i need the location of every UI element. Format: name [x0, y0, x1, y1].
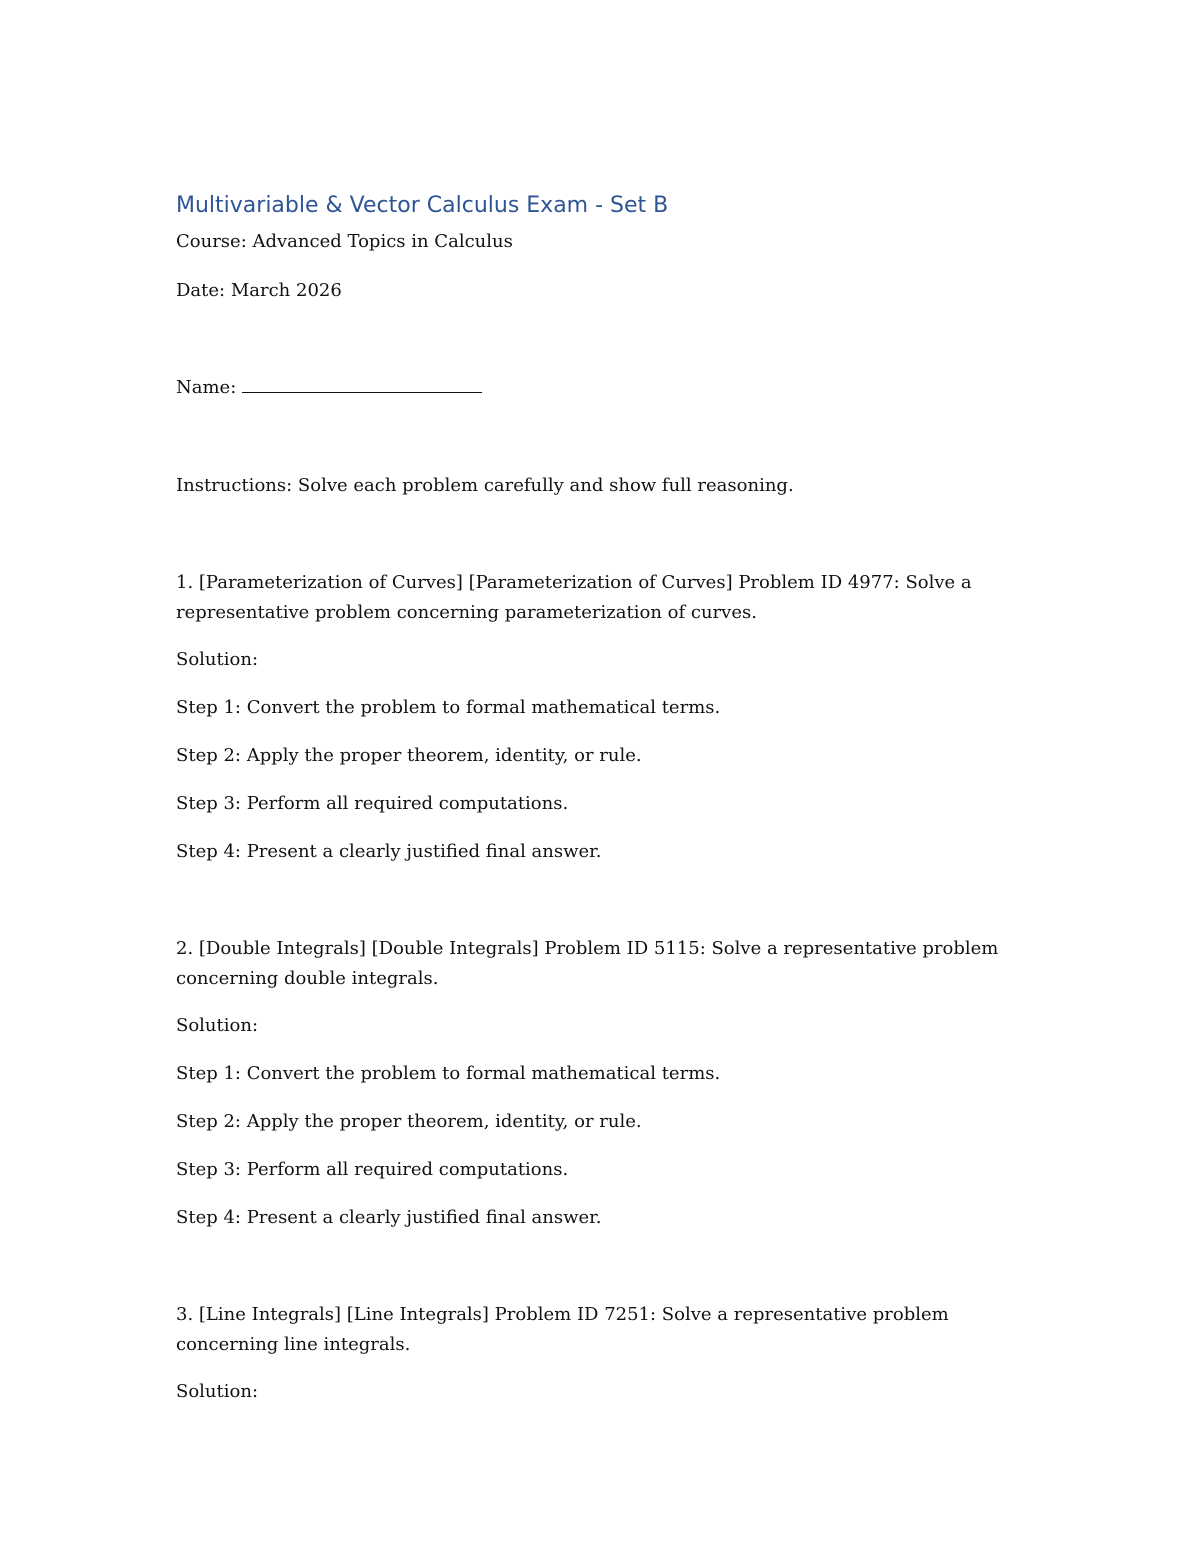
problem-1-step-2: Step 2: Apply the proper theorem, identity, or rule. — [176, 745, 642, 766]
problem-3-solution-label: Solution: — [176, 1381, 259, 1402]
name-field-line — [176, 372, 1026, 403]
problem-2-step-3: Step 3: Perform all required computations. — [176, 1159, 569, 1180]
problem-1-text: 1. [Parameterization of Curves] [Parameterization of Curves] Problem ID 4977: Solve a representative problem concerning parameterization of curves. — [176, 572, 978, 623]
problem-3-text: 3. [Line Integrals] [Line Integrals] Problem ID 7251: Solve a representative problem concerning line integrals. — [176, 1304, 955, 1355]
instructions: Instructions: Solve each problem carefully and show full reasoning. — [176, 475, 794, 496]
problem-1-step-4: Step 4: Present a clearly justified final answer. — [176, 841, 602, 862]
name-label: Name: — [176, 377, 237, 398]
problem-2-text: 2. [Double Integrals] [Double Integrals] Problem ID 5115: Solve a representative problem concerning double integrals. — [176, 938, 1005, 989]
problem-2-step-4: Step 4: Present a clearly justified final answer. — [176, 1207, 602, 1228]
problem-1-solution-label: Solution: — [176, 649, 259, 670]
date-line: Date: March 2026 — [176, 280, 342, 301]
exam-title: Multivariable & Vector Calculus Exam - Set B — [176, 193, 669, 218]
problem-1-step-3: Step 3: Perform all required computations. — [176, 793, 569, 814]
problem-2-step-1: Step 1: Convert the problem to formal mathematical terms. — [176, 1063, 721, 1084]
problem-2-solution-label: Solution: — [176, 1015, 259, 1036]
course-line: Course: Advanced Topics in Calculus — [176, 231, 513, 252]
name-blank — [242, 372, 482, 393]
problem-2-step-2: Step 2: Apply the proper theorem, identity, or rule. — [176, 1111, 642, 1132]
problem-1-step-1: Step 1: Convert the problem to formal mathematical terms. — [176, 697, 721, 718]
document-content — [176, 190, 1026, 1407]
